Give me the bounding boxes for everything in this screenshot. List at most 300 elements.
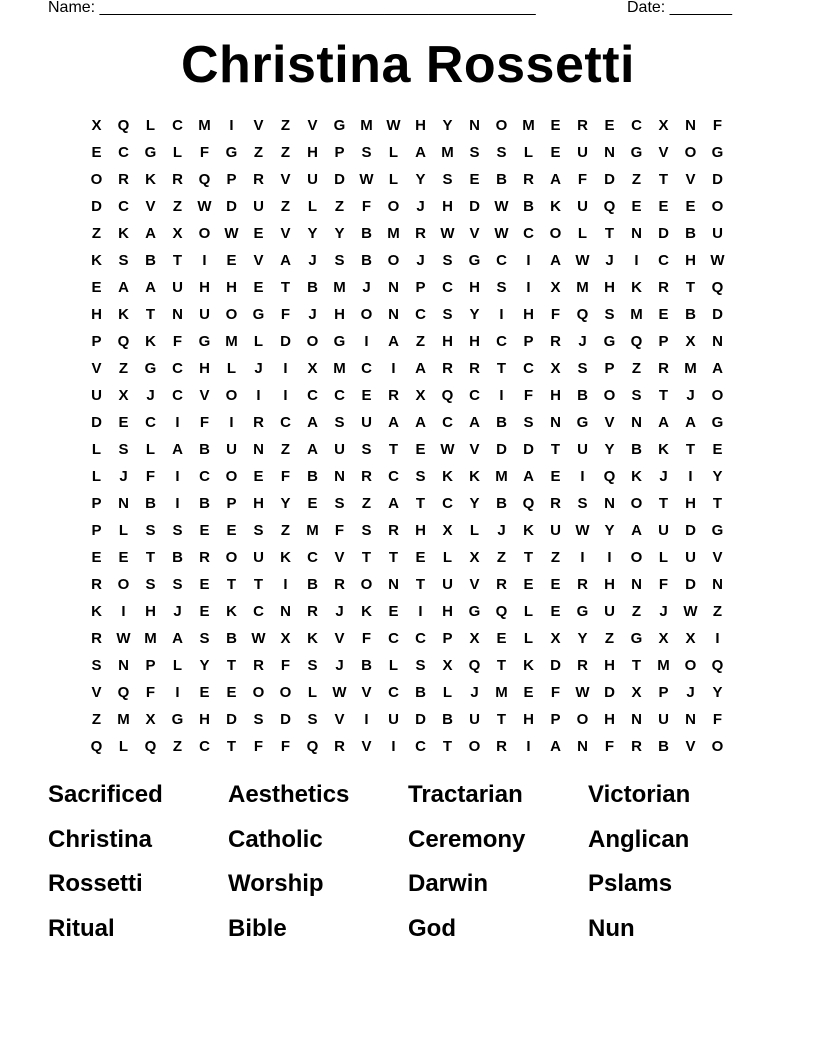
grid-letter[interactable]: Y: [469, 495, 480, 512]
grid-letter[interactable]: R: [388, 387, 399, 404]
grid-letter[interactable]: E: [199, 576, 210, 593]
grid-letter[interactable]: A: [712, 360, 723, 377]
grid-letter[interactable]: T: [442, 738, 453, 755]
grid-letter[interactable]: F: [280, 468, 291, 485]
grid-letter[interactable]: H: [307, 144, 318, 161]
grid-letter[interactable]: H: [442, 198, 453, 215]
grid-letter[interactable]: A: [307, 441, 318, 458]
grid-letter[interactable]: A: [415, 360, 426, 377]
grid-letter[interactable]: N: [631, 414, 642, 431]
grid-letter[interactable]: D: [685, 522, 696, 539]
grid-letter[interactable]: D: [415, 711, 426, 728]
grid-letter[interactable]: I: [283, 360, 288, 377]
grid-letter[interactable]: X: [469, 630, 480, 647]
grid-letter[interactable]: T: [658, 387, 669, 404]
grid-letter[interactable]: C: [172, 360, 183, 377]
grid-letter[interactable]: E: [469, 171, 480, 188]
grid-letter[interactable]: X: [658, 117, 669, 134]
grid-letter[interactable]: J: [308, 252, 317, 269]
grid-letter[interactable]: J: [254, 360, 263, 377]
grid-letter[interactable]: G: [711, 144, 724, 161]
grid-letter[interactable]: M: [657, 657, 670, 674]
grid-letter[interactable]: R: [658, 279, 669, 296]
grid-letter[interactable]: O: [576, 711, 589, 728]
grid-letter[interactable]: O: [468, 738, 481, 755]
grid-letter[interactable]: B: [523, 198, 534, 215]
grid-letter[interactable]: I: [229, 117, 234, 134]
grid-letter[interactable]: S: [253, 522, 264, 539]
grid-letter[interactable]: V: [253, 252, 264, 269]
grid-letter[interactable]: C: [388, 684, 399, 701]
grid-letter[interactable]: L: [253, 333, 264, 350]
grid-letter[interactable]: S: [118, 252, 129, 269]
grid-letter[interactable]: V: [199, 387, 210, 404]
grid-letter[interactable]: D: [91, 198, 102, 215]
grid-letter[interactable]: E: [226, 684, 237, 701]
grid-letter[interactable]: U: [658, 522, 669, 539]
grid-letter[interactable]: M: [684, 360, 697, 377]
grid-letter[interactable]: N: [388, 576, 399, 593]
grid-letter[interactable]: A: [388, 495, 399, 512]
grid-letter[interactable]: X: [685, 333, 696, 350]
grid-letter[interactable]: I: [364, 333, 369, 350]
grid-letter[interactable]: T: [253, 576, 264, 593]
grid-letter[interactable]: Y: [469, 306, 480, 323]
grid-letter[interactable]: N: [712, 576, 723, 593]
grid-letter[interactable]: H: [253, 495, 264, 512]
grid-letter[interactable]: S: [91, 657, 102, 674]
grid-letter[interactable]: E: [91, 279, 102, 296]
grid-letter[interactable]: E: [550, 468, 561, 485]
grid-letter[interactable]: U: [685, 549, 696, 566]
grid-letter[interactable]: H: [550, 387, 561, 404]
grid-letter[interactable]: M: [144, 630, 157, 647]
grid-letter[interactable]: Z: [91, 711, 102, 728]
grid-letter[interactable]: L: [388, 657, 399, 674]
grid-letter[interactable]: O: [225, 387, 238, 404]
grid-letter[interactable]: E: [550, 117, 561, 134]
grid-letter[interactable]: B: [307, 279, 318, 296]
grid-letter[interactable]: K: [523, 522, 534, 539]
grid-letter[interactable]: G: [198, 333, 211, 350]
grid-letter[interactable]: S: [172, 576, 183, 593]
grid-letter[interactable]: A: [415, 414, 426, 431]
grid-letter[interactable]: S: [118, 441, 129, 458]
grid-letter[interactable]: Z: [280, 522, 291, 539]
grid-letter[interactable]: B: [172, 549, 183, 566]
grid-letter[interactable]: V: [658, 144, 669, 161]
grid-letter[interactable]: L: [442, 684, 453, 701]
grid-letter[interactable]: I: [580, 468, 585, 485]
grid-letter[interactable]: W: [575, 252, 590, 269]
grid-letter[interactable]: I: [283, 387, 288, 404]
grid-letter[interactable]: O: [711, 387, 724, 404]
grid-letter[interactable]: O: [549, 225, 562, 242]
grid-letter[interactable]: O: [684, 657, 697, 674]
grid-letter[interactable]: O: [387, 252, 400, 269]
grid-letter[interactable]: G: [252, 306, 265, 323]
grid-letter[interactable]: C: [388, 468, 399, 485]
grid-letter[interactable]: H: [334, 306, 345, 323]
grid-letter[interactable]: N: [280, 603, 291, 620]
grid-letter[interactable]: U: [226, 441, 237, 458]
grid-letter[interactable]: J: [173, 603, 182, 620]
grid-letter[interactable]: P: [91, 522, 102, 539]
grid-letter[interactable]: O: [225, 549, 238, 566]
grid-letter[interactable]: U: [577, 198, 588, 215]
grid-letter[interactable]: G: [468, 603, 481, 620]
grid-letter[interactable]: S: [307, 657, 318, 674]
grid-letter[interactable]: V: [469, 441, 480, 458]
grid-letter[interactable]: B: [361, 657, 372, 674]
grid-letter[interactable]: F: [712, 117, 723, 134]
grid-letter[interactable]: J: [578, 333, 587, 350]
grid-letter[interactable]: I: [688, 468, 693, 485]
grid-letter[interactable]: I: [580, 549, 585, 566]
grid-letter[interactable]: Y: [604, 441, 615, 458]
grid-letter[interactable]: D: [469, 198, 480, 215]
grid-letter[interactable]: X: [172, 225, 183, 242]
grid-letter[interactable]: K: [118, 306, 129, 323]
grid-letter[interactable]: J: [416, 252, 425, 269]
grid-letter[interactable]: W: [494, 225, 509, 242]
grid-letter[interactable]: Q: [603, 198, 616, 215]
grid-letter[interactable]: E: [118, 414, 129, 431]
grid-letter[interactable]: C: [361, 360, 372, 377]
grid-letter[interactable]: G: [144, 360, 157, 377]
grid-letter[interactable]: P: [442, 630, 453, 647]
grid-letter[interactable]: K: [91, 252, 102, 269]
grid-letter[interactable]: R: [361, 468, 372, 485]
grid-letter[interactable]: Z: [253, 144, 264, 161]
grid-letter[interactable]: F: [280, 657, 291, 674]
grid-letter[interactable]: P: [91, 333, 102, 350]
grid-letter[interactable]: U: [658, 711, 669, 728]
grid-letter[interactable]: K: [145, 171, 156, 188]
grid-letter[interactable]: T: [415, 495, 426, 512]
grid-letter[interactable]: F: [361, 198, 372, 215]
grid-letter[interactable]: F: [199, 144, 210, 161]
grid-letter[interactable]: G: [333, 333, 346, 350]
grid-letter[interactable]: E: [496, 630, 507, 647]
grid-letter[interactable]: W: [710, 252, 725, 269]
grid-letter[interactable]: O: [117, 576, 130, 593]
grid-letter[interactable]: E: [415, 549, 426, 566]
grid-letter[interactable]: Y: [712, 684, 723, 701]
grid-letter[interactable]: I: [391, 738, 396, 755]
grid-letter[interactable]: I: [175, 414, 180, 431]
grid-letter[interactable]: B: [631, 441, 642, 458]
grid-letter[interactable]: R: [442, 360, 453, 377]
grid-letter[interactable]: L: [145, 117, 156, 134]
grid-letter[interactable]: D: [658, 225, 669, 242]
grid-letter[interactable]: S: [442, 252, 453, 269]
grid-letter[interactable]: A: [658, 414, 669, 431]
grid-letter[interactable]: E: [226, 522, 237, 539]
grid-letter[interactable]: C: [118, 144, 129, 161]
grid-letter[interactable]: N: [172, 306, 183, 323]
grid-letter[interactable]: E: [307, 495, 318, 512]
grid-letter[interactable]: E: [226, 252, 237, 269]
grid-letter[interactable]: D: [523, 441, 534, 458]
grid-letter[interactable]: F: [334, 522, 345, 539]
grid-letter[interactable]: U: [199, 306, 210, 323]
grid-letter[interactable]: I: [499, 387, 504, 404]
grid-letter[interactable]: H: [469, 333, 480, 350]
grid-letter[interactable]: H: [199, 279, 210, 296]
grid-letter[interactable]: U: [361, 414, 372, 431]
grid-letter[interactable]: A: [145, 225, 156, 242]
grid-letter[interactable]: Z: [118, 360, 129, 377]
grid-letter[interactable]: R: [550, 333, 561, 350]
grid-letter[interactable]: O: [630, 495, 643, 512]
grid-letter[interactable]: C: [496, 252, 507, 269]
grid-letter[interactable]: R: [91, 576, 102, 593]
grid-letter[interactable]: F: [604, 738, 615, 755]
grid-letter[interactable]: Q: [144, 738, 157, 755]
grid-letter[interactable]: X: [118, 387, 129, 404]
grid-letter[interactable]: C: [631, 117, 642, 134]
grid-letter[interactable]: X: [280, 630, 291, 647]
grid-letter[interactable]: H: [415, 117, 426, 134]
grid-letter[interactable]: J: [335, 603, 344, 620]
grid-letter[interactable]: C: [523, 360, 534, 377]
grid-letter[interactable]: J: [497, 522, 506, 539]
grid-letter[interactable]: S: [631, 387, 642, 404]
grid-letter[interactable]: X: [469, 549, 480, 566]
grid-letter[interactable]: R: [550, 495, 561, 512]
grid-letter[interactable]: E: [388, 603, 399, 620]
grid-letter[interactable]: C: [307, 387, 318, 404]
grid-letter[interactable]: Q: [630, 333, 643, 350]
grid-letter[interactable]: L: [172, 144, 183, 161]
grid-letter[interactable]: K: [91, 603, 102, 620]
grid-letter[interactable]: X: [550, 279, 561, 296]
grid-letter[interactable]: S: [604, 306, 615, 323]
grid-letter[interactable]: D: [685, 576, 696, 593]
grid-letter[interactable]: A: [388, 414, 399, 431]
grid-letter[interactable]: C: [469, 387, 480, 404]
grid-letter[interactable]: N: [631, 711, 642, 728]
grid-letter[interactable]: V: [307, 117, 318, 134]
grid-letter[interactable]: L: [118, 738, 129, 755]
grid-letter[interactable]: O: [252, 684, 265, 701]
grid-letter[interactable]: I: [175, 684, 180, 701]
grid-letter[interactable]: R: [631, 738, 642, 755]
grid-letter[interactable]: B: [307, 576, 318, 593]
grid-letter[interactable]: S: [334, 252, 345, 269]
grid-letter[interactable]: I: [634, 252, 639, 269]
grid-letter[interactable]: S: [334, 414, 345, 431]
grid-letter[interactable]: T: [388, 549, 399, 566]
grid-letter[interactable]: A: [550, 738, 561, 755]
grid-letter[interactable]: E: [658, 306, 669, 323]
grid-letter[interactable]: S: [199, 630, 210, 647]
grid-letter[interactable]: A: [415, 144, 426, 161]
grid-letter[interactable]: Z: [550, 549, 561, 566]
grid-letter[interactable]: T: [415, 576, 426, 593]
grid-letter[interactable]: T: [496, 657, 507, 674]
grid-letter[interactable]: E: [253, 279, 264, 296]
grid-letter[interactable]: Z: [280, 441, 291, 458]
grid-letter[interactable]: I: [526, 279, 531, 296]
grid-letter[interactable]: O: [90, 171, 103, 188]
grid-letter[interactable]: Z: [172, 198, 183, 215]
grid-letter[interactable]: B: [496, 414, 507, 431]
grid-letter[interactable]: Z: [280, 198, 291, 215]
grid-letter[interactable]: M: [387, 225, 400, 242]
grid-letter[interactable]: H: [604, 576, 615, 593]
grid-letter[interactable]: D: [226, 198, 237, 215]
grid-letter[interactable]: I: [283, 576, 288, 593]
grid-letter[interactable]: D: [226, 711, 237, 728]
grid-letter[interactable]: B: [307, 468, 318, 485]
grid-letter[interactable]: Q: [522, 495, 535, 512]
grid-letter[interactable]: G: [333, 117, 346, 134]
grid-letter[interactable]: W: [224, 225, 239, 242]
grid-letter[interactable]: E: [523, 684, 534, 701]
grid-letter[interactable]: A: [388, 333, 399, 350]
grid-letter[interactable]: E: [712, 441, 723, 458]
grid-letter[interactable]: C: [307, 549, 318, 566]
grid-letter[interactable]: C: [388, 630, 399, 647]
grid-letter[interactable]: W: [575, 684, 590, 701]
grid-letter[interactable]: U: [550, 522, 561, 539]
grid-letter[interactable]: H: [442, 603, 453, 620]
grid-letter[interactable]: L: [658, 549, 669, 566]
grid-letter[interactable]: B: [496, 171, 507, 188]
grid-letter[interactable]: R: [334, 576, 345, 593]
grid-letter[interactable]: G: [711, 522, 724, 539]
grid-letter[interactable]: I: [229, 414, 234, 431]
grid-letter[interactable]: I: [175, 468, 180, 485]
grid-letter[interactable]: X: [658, 630, 669, 647]
grid-letter[interactable]: C: [199, 738, 210, 755]
grid-letter[interactable]: S: [172, 522, 183, 539]
grid-letter[interactable]: O: [711, 198, 724, 215]
grid-letter[interactable]: R: [334, 738, 345, 755]
grid-letter[interactable]: R: [523, 171, 534, 188]
grid-letter[interactable]: Z: [631, 171, 642, 188]
grid-letter[interactable]: I: [175, 495, 180, 512]
grid-letter[interactable]: B: [226, 630, 237, 647]
grid-letter[interactable]: A: [307, 414, 318, 431]
grid-letter[interactable]: C: [334, 387, 345, 404]
grid-letter[interactable]: A: [172, 441, 183, 458]
grid-letter[interactable]: X: [685, 630, 696, 647]
grid-letter[interactable]: Z: [712, 603, 723, 620]
grid-letter[interactable]: Q: [90, 738, 103, 755]
grid-letter[interactable]: H: [442, 333, 453, 350]
grid-letter[interactable]: H: [145, 603, 156, 620]
grid-letter[interactable]: R: [496, 576, 507, 593]
grid-letter[interactable]: K: [631, 279, 642, 296]
grid-letter[interactable]: L: [307, 684, 318, 701]
grid-letter[interactable]: U: [388, 711, 399, 728]
grid-letter[interactable]: Y: [577, 630, 588, 647]
grid-letter[interactable]: R: [415, 225, 426, 242]
grid-letter[interactable]: G: [468, 252, 481, 269]
grid-letter[interactable]: E: [199, 684, 210, 701]
grid-letter[interactable]: C: [496, 333, 507, 350]
grid-letter[interactable]: U: [469, 711, 480, 728]
grid-letter[interactable]: H: [523, 711, 534, 728]
grid-letter[interactable]: L: [442, 549, 453, 566]
grid-letter[interactable]: F: [550, 306, 561, 323]
grid-letter[interactable]: W: [197, 198, 212, 215]
grid-letter[interactable]: U: [577, 441, 588, 458]
grid-letter[interactable]: V: [253, 117, 264, 134]
grid-letter[interactable]: B: [685, 306, 696, 323]
grid-letter[interactable]: F: [658, 576, 669, 593]
grid-letter[interactable]: D: [604, 684, 615, 701]
grid-letter[interactable]: S: [577, 495, 588, 512]
grid-letter[interactable]: T: [145, 549, 156, 566]
grid-letter[interactable]: K: [523, 657, 534, 674]
grid-letter[interactable]: T: [658, 171, 669, 188]
grid-letter[interactable]: I: [499, 306, 504, 323]
grid-letter[interactable]: I: [256, 387, 261, 404]
grid-letter[interactable]: E: [91, 549, 102, 566]
grid-letter[interactable]: E: [550, 144, 561, 161]
grid-letter[interactable]: A: [469, 414, 480, 431]
grid-letter[interactable]: R: [307, 603, 318, 620]
grid-letter[interactable]: S: [415, 657, 426, 674]
grid-letter[interactable]: K: [307, 630, 318, 647]
grid-letter[interactable]: Q: [711, 279, 724, 296]
grid-letter[interactable]: I: [202, 252, 207, 269]
grid-letter[interactable]: L: [523, 630, 534, 647]
grid-letter[interactable]: Z: [415, 333, 426, 350]
grid-letter[interactable]: H: [91, 306, 102, 323]
grid-letter[interactable]: C: [442, 495, 453, 512]
grid-letter[interactable]: O: [360, 306, 373, 323]
grid-letter[interactable]: H: [199, 711, 210, 728]
grid-letter[interactable]: V: [91, 360, 102, 377]
grid-letter[interactable]: I: [391, 360, 396, 377]
grid-letter[interactable]: R: [118, 171, 129, 188]
grid-letter[interactable]: F: [577, 171, 588, 188]
grid-letter[interactable]: I: [364, 711, 369, 728]
grid-letter[interactable]: S: [307, 711, 318, 728]
grid-letter[interactable]: N: [604, 495, 615, 512]
grid-letter[interactable]: E: [685, 198, 696, 215]
grid-letter[interactable]: E: [658, 198, 669, 215]
grid-letter[interactable]: L: [172, 657, 183, 674]
grid-letter[interactable]: J: [308, 306, 317, 323]
grid-letter[interactable]: C: [523, 225, 534, 242]
grid-letter[interactable]: C: [172, 117, 183, 134]
grid-letter[interactable]: C: [280, 414, 291, 431]
grid-letter[interactable]: G: [711, 414, 724, 431]
grid-letter[interactable]: F: [712, 711, 723, 728]
grid-letter[interactable]: R: [469, 360, 480, 377]
grid-letter[interactable]: F: [361, 630, 372, 647]
grid-letter[interactable]: E: [550, 603, 561, 620]
grid-letter[interactable]: N: [253, 441, 264, 458]
grid-letter[interactable]: D: [280, 333, 291, 350]
grid-letter[interactable]: K: [658, 441, 669, 458]
grid-letter[interactable]: W: [386, 117, 401, 134]
grid-letter[interactable]: T: [388, 441, 399, 458]
grid-letter[interactable]: M: [333, 360, 346, 377]
grid-letter[interactable]: V: [361, 684, 372, 701]
grid-letter[interactable]: O: [711, 738, 724, 755]
grid-letter[interactable]: G: [225, 144, 238, 161]
grid-letter[interactable]: L: [388, 144, 399, 161]
grid-letter[interactable]: U: [604, 603, 615, 620]
grid-letter[interactable]: J: [605, 252, 614, 269]
